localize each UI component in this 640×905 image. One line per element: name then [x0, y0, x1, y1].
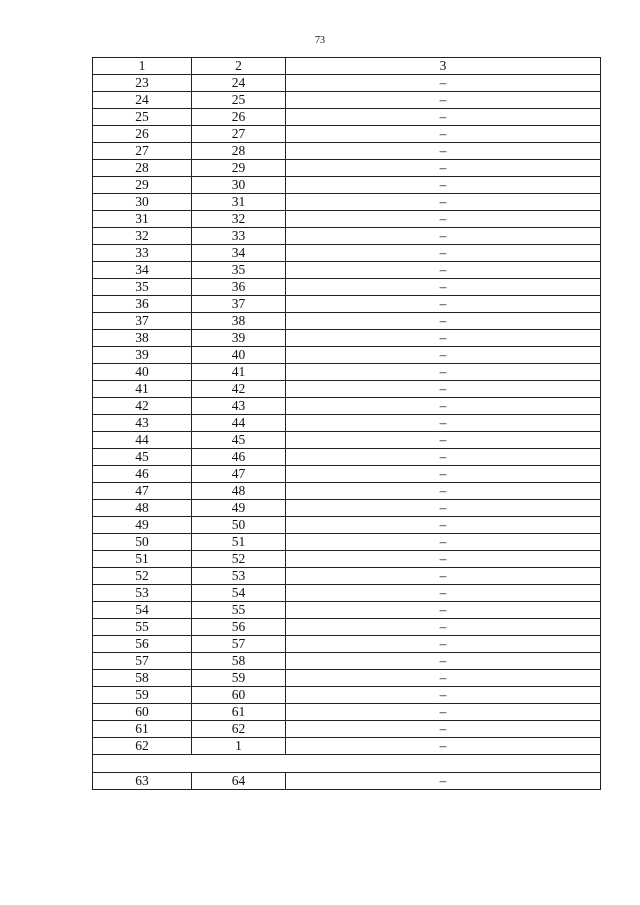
table-cell-col-1: 32	[93, 228, 192, 245]
table-row	[93, 449, 601, 466]
table-cell-col-1: 53	[93, 585, 192, 602]
table-cell-col-2: 39	[192, 330, 286, 347]
table-cell-col-3: –	[286, 773, 601, 790]
table-cell-col-2: 52	[192, 551, 286, 568]
table-cell-col-2: 54	[192, 585, 286, 602]
table-cell-col-1: 29	[93, 177, 192, 194]
table-cell-col-3: –	[286, 466, 601, 483]
table-cell-col-3: –	[286, 194, 601, 211]
table-cell-col-2: 47	[192, 466, 286, 483]
table-cell-col-1: 48	[93, 500, 192, 517]
table-cell-col-1: 61	[93, 721, 192, 738]
table-cell-col-3: –	[286, 432, 601, 449]
table-row	[93, 296, 601, 313]
table-cell-col-3: –	[286, 500, 601, 517]
table-cell-col-1: 47	[93, 483, 192, 500]
header-cell-col-1: 1	[93, 58, 192, 75]
table-cell-col-3: –	[286, 92, 601, 109]
table-row	[93, 279, 601, 296]
table-cell-col-1: 34	[93, 262, 192, 279]
table-cell-col-1: 50	[93, 534, 192, 551]
table-header-row	[93, 58, 601, 75]
table-cell-col-3: –	[286, 330, 601, 347]
page-number: 73	[315, 35, 325, 46]
table-cell-col-1: 52	[93, 568, 192, 585]
table-cell-col-3: –	[286, 398, 601, 415]
table-cell-col-3: –	[286, 211, 601, 228]
table-cell-col-1: 41	[93, 381, 192, 398]
table-row	[93, 92, 601, 109]
table-cell-col-2: 61	[192, 704, 286, 721]
table-cell-col-3: –	[286, 143, 601, 160]
table-cell-col-3: –	[286, 585, 601, 602]
table-row	[93, 245, 601, 262]
table-cell-col-2: 37	[192, 296, 286, 313]
table-cell-col-2: 57	[192, 636, 286, 653]
table-row	[93, 143, 601, 160]
table-cell-col-1: 25	[93, 109, 192, 126]
table-cell-col-2: 29	[192, 160, 286, 177]
table-cell-col-3: –	[286, 636, 601, 653]
table-row	[93, 773, 601, 790]
table-cell-col-2: 41	[192, 364, 286, 381]
table-cell-col-3: –	[286, 364, 601, 381]
table-row	[93, 126, 601, 143]
table-cell-col-1: 59	[93, 687, 192, 704]
table-row	[93, 704, 601, 721]
table-cell-col-2: 34	[192, 245, 286, 262]
table-cell-col-2: 50	[192, 517, 286, 534]
table-cell-col-1: 24	[93, 92, 192, 109]
table-cell-col-1: 27	[93, 143, 192, 160]
table-cell-col-2: 38	[192, 313, 286, 330]
table-cell-col-3: –	[286, 109, 601, 126]
table-cell-col-2: 64	[192, 773, 286, 790]
table-cell-col-3: –	[286, 262, 601, 279]
table-cell-col-1: 55	[93, 619, 192, 636]
table-row	[93, 75, 601, 92]
table-row	[93, 721, 601, 738]
table-cell-col-1: 62	[93, 738, 192, 755]
table-cell-col-1: 23	[93, 75, 192, 92]
table-row	[93, 517, 601, 534]
table-cell-col-3: –	[286, 160, 601, 177]
table-cell-col-3: –	[286, 279, 601, 296]
table-cell-col-3: –	[286, 415, 601, 432]
table-cell-col-1: 58	[93, 670, 192, 687]
table-cell-col-2: 49	[192, 500, 286, 517]
table-cell-col-2: 55	[192, 602, 286, 619]
table-cell-col-2: 56	[192, 619, 286, 636]
table-cell-col-2: 24	[192, 75, 286, 92]
table-cell-col-3: –	[286, 721, 601, 738]
table-row	[93, 653, 601, 670]
table-cell-col-1: 33	[93, 245, 192, 262]
table-cell-col-3: –	[286, 296, 601, 313]
table-row	[93, 194, 601, 211]
table-gap-cell	[93, 755, 601, 773]
table-cell-col-1: 38	[93, 330, 192, 347]
table-row	[93, 551, 601, 568]
table-cell-col-3: –	[286, 313, 601, 330]
table-cell-col-2: 33	[192, 228, 286, 245]
table-cell-col-1: 36	[93, 296, 192, 313]
table-row	[93, 585, 601, 602]
table-row	[93, 738, 601, 755]
table-row	[93, 347, 601, 364]
table-cell-col-1: 43	[93, 415, 192, 432]
table-cell-col-1: 31	[93, 211, 192, 228]
table-cell-col-3: –	[286, 738, 601, 755]
table-row	[93, 228, 601, 245]
table-cell-col-1: 56	[93, 636, 192, 653]
table-cell-col-2: 58	[192, 653, 286, 670]
table-row	[93, 364, 601, 381]
table-cell-col-1: 51	[93, 551, 192, 568]
table-cell-col-2: 48	[192, 483, 286, 500]
table-cell-col-2: 35	[192, 262, 286, 279]
table-row	[93, 432, 601, 449]
table-row	[93, 534, 601, 551]
table-cell-col-2: 42	[192, 381, 286, 398]
header-cell-col-2: 2	[192, 58, 286, 75]
table-row	[93, 687, 601, 704]
table-row	[93, 398, 601, 415]
table-cell-col-1: 35	[93, 279, 192, 296]
table-cell-col-1: 45	[93, 449, 192, 466]
table-cell-col-1: 28	[93, 160, 192, 177]
table-cell-col-2: 25	[192, 92, 286, 109]
table-cell-col-2: 28	[192, 143, 286, 160]
table-cell-col-3: –	[286, 483, 601, 500]
table-cell-col-2: 46	[192, 449, 286, 466]
table-row	[93, 568, 601, 585]
table-cell-col-3: –	[286, 177, 601, 194]
table-cell-col-3: –	[286, 602, 601, 619]
table-cell-col-1: 44	[93, 432, 192, 449]
table-row	[93, 636, 601, 653]
table-cell-col-2: 1	[192, 738, 286, 755]
table-cell-col-3: –	[286, 449, 601, 466]
table-cell-col-1: 46	[93, 466, 192, 483]
table-cell-col-3: –	[286, 126, 601, 143]
table-cell-col-2: 59	[192, 670, 286, 687]
table-cell-col-1: 60	[93, 704, 192, 721]
data-table	[92, 57, 601, 790]
table-cell-col-2: 26	[192, 109, 286, 126]
table-cell-col-2: 44	[192, 415, 286, 432]
table-row	[93, 466, 601, 483]
table-cell-col-3: –	[286, 551, 601, 568]
table-row	[93, 211, 601, 228]
table-cell-col-2: 32	[192, 211, 286, 228]
table-cell-col-3: –	[286, 347, 601, 364]
table-cell-col-3: –	[286, 704, 601, 721]
table-cell-col-1: 57	[93, 653, 192, 670]
table-cell-col-3: –	[286, 670, 601, 687]
table-cell-col-1: 37	[93, 313, 192, 330]
table-row	[93, 670, 601, 687]
table-cell-col-3: –	[286, 534, 601, 551]
table-cell-col-1: 30	[93, 194, 192, 211]
table-cell-col-2: 43	[192, 398, 286, 415]
table-cell-col-3: –	[286, 568, 601, 585]
table-cell-col-2: 60	[192, 687, 286, 704]
table-cell-col-2: 30	[192, 177, 286, 194]
table-cell-col-3: –	[286, 245, 601, 262]
table-cell-col-2: 40	[192, 347, 286, 364]
table-cell-col-1: 42	[93, 398, 192, 415]
table-cell-col-1: 63	[93, 773, 192, 790]
table-cell-col-1: 49	[93, 517, 192, 534]
table-gap-row	[93, 755, 601, 773]
table-cell-col-2: 45	[192, 432, 286, 449]
table-row	[93, 619, 601, 636]
table-cell-col-3: –	[286, 75, 601, 92]
table-row	[93, 330, 601, 347]
table-cell-col-2: 27	[192, 126, 286, 143]
table-row	[93, 602, 601, 619]
table-row	[93, 313, 601, 330]
table-row	[93, 415, 601, 432]
table-cell-col-3: –	[286, 687, 601, 704]
table-cell-col-1: 26	[93, 126, 192, 143]
table-row	[93, 160, 601, 177]
table-row	[93, 500, 601, 517]
table-row	[93, 381, 601, 398]
table-cell-col-1: 40	[93, 364, 192, 381]
table-cell-col-3: –	[286, 228, 601, 245]
table-cell-col-3: –	[286, 653, 601, 670]
table-cell-col-3: –	[286, 517, 601, 534]
table-cell-col-1: 39	[93, 347, 192, 364]
table-cell-col-3: –	[286, 381, 601, 398]
table-cell-col-2: 62	[192, 721, 286, 738]
table-cell-col-2: 36	[192, 279, 286, 296]
table-cell-col-2: 31	[192, 194, 286, 211]
table-cell-col-2: 53	[192, 568, 286, 585]
table-body	[93, 58, 601, 790]
table-cell-col-2: 51	[192, 534, 286, 551]
table-cell-col-3: –	[286, 619, 601, 636]
table-cell-col-1: 54	[93, 602, 192, 619]
header-cell-col-3: 3	[286, 58, 601, 75]
table-row	[93, 109, 601, 126]
table-row	[93, 177, 601, 194]
table-row	[93, 483, 601, 500]
table-row	[93, 262, 601, 279]
